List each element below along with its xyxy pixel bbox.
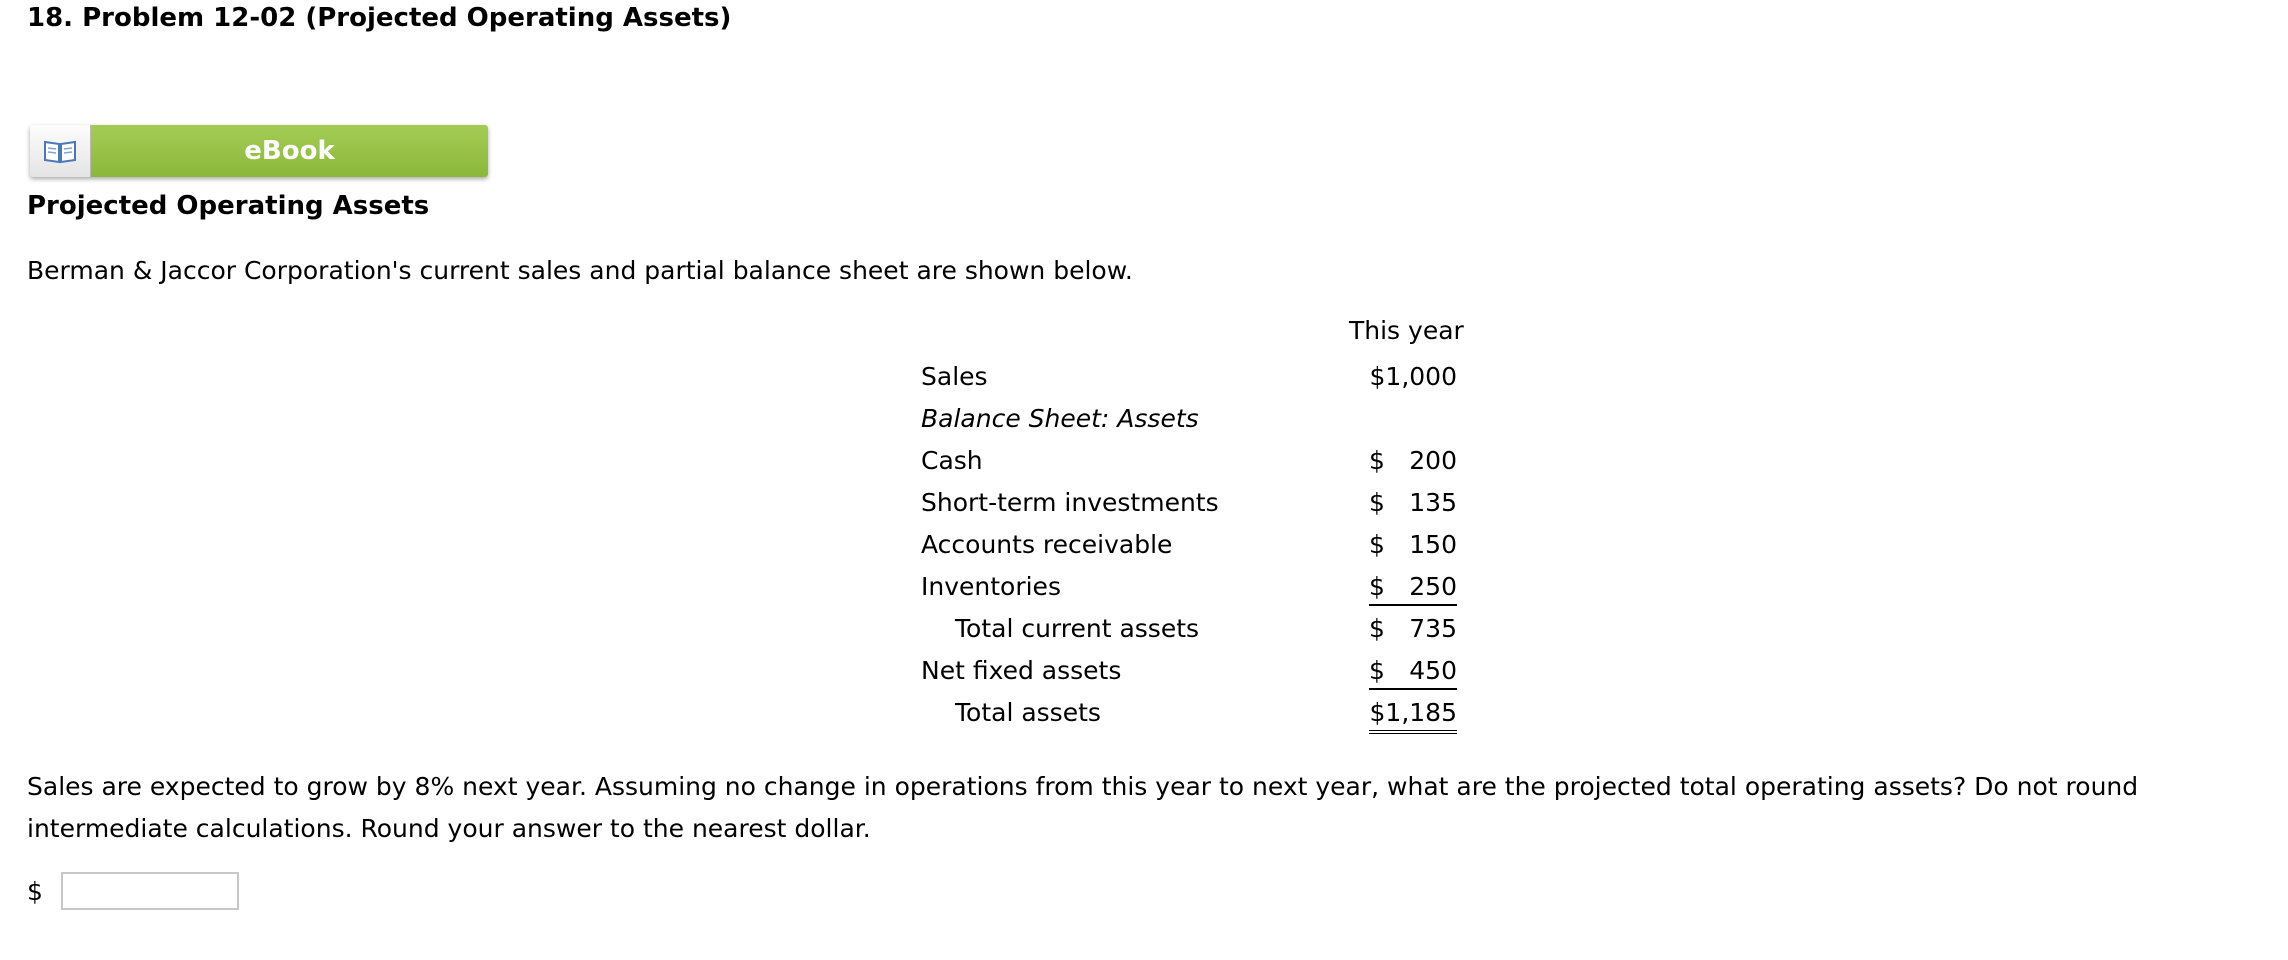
row-value: [1369, 528, 1457, 562]
row-total-current-assets: [913, 608, 1473, 650]
row-net-fixed-assets: [913, 650, 1473, 692]
value-number: $1,000: [1369, 362, 1457, 391]
row-sales: [913, 356, 1473, 398]
value-number: 450: [1409, 656, 1457, 685]
ebook-icon-container: [30, 125, 91, 177]
currency-symbol: $: [1369, 530, 1385, 559]
value-number: 135: [1409, 488, 1457, 517]
currency-symbol: $: [1369, 614, 1385, 643]
answer-row: [27, 872, 239, 910]
row-short-term-investments: [913, 482, 1473, 524]
ebook-label: eBook: [244, 136, 335, 166]
ebook-button[interactable]: [30, 125, 488, 177]
row-value: [1369, 360, 1457, 394]
row-label: Sales: [921, 362, 988, 391]
value-number: 250: [1409, 572, 1457, 601]
problem-title: 18. Problem 12-02 (Projected Operating Assets): [27, 3, 732, 33]
row-accounts-receivable: [913, 524, 1473, 566]
balance-sheet-header-row: [913, 314, 1473, 356]
row-label: Accounts receivable: [921, 530, 1173, 559]
row-value: [1369, 486, 1457, 520]
value-number: 735: [1409, 614, 1457, 643]
column-header-this-year: This year: [1349, 316, 1464, 345]
answer-dollar-sign: $: [27, 876, 43, 906]
intro-text: Berman & Jaccor Corporation's current sales and partial balance sheet are shown below.: [27, 256, 1133, 285]
row-value: [1369, 612, 1457, 646]
answer-input[interactable]: [61, 872, 239, 910]
row-total-assets: [913, 692, 1473, 734]
value-number: 150: [1409, 530, 1457, 559]
row-value: [1369, 696, 1457, 734]
row-inventories: [913, 566, 1473, 608]
ebook-label-container[interactable]: [91, 125, 488, 177]
row-label: Total current assets: [955, 614, 1200, 643]
row-balance-sheet-assets-heading: [913, 398, 1473, 440]
value-number: $1,185: [1369, 698, 1457, 727]
currency-symbol: $: [1369, 656, 1385, 685]
open-book-icon: [43, 138, 77, 164]
currency-symbol: $: [1369, 572, 1385, 601]
row-value: [1369, 444, 1457, 478]
value-number: 200: [1409, 446, 1457, 475]
row-label: Total assets: [955, 698, 1101, 727]
balance-sheet-table: [913, 314, 1473, 734]
question-text: Sales are expected to grow by 8% next year. Assuming no change in operations from this year to next year, what are the projected total operating assets? Do not round intermediate calculations. Round your answer to the nearest dollar.: [27, 772, 2139, 843]
row-label: Balance Sheet: Assets: [921, 404, 1199, 433]
row-cash: [913, 440, 1473, 482]
currency-symbol: $: [1369, 488, 1385, 517]
row-label: Short-term investments: [921, 488, 1219, 517]
row-value: [1369, 570, 1457, 606]
row-label: Inventories: [921, 572, 1061, 601]
row-label: Cash: [921, 446, 983, 475]
currency-symbol: $: [1369, 446, 1385, 475]
row-label: Net fixed assets: [921, 656, 1122, 685]
row-value: [1369, 654, 1457, 690]
section-heading: Projected Operating Assets: [27, 191, 430, 221]
